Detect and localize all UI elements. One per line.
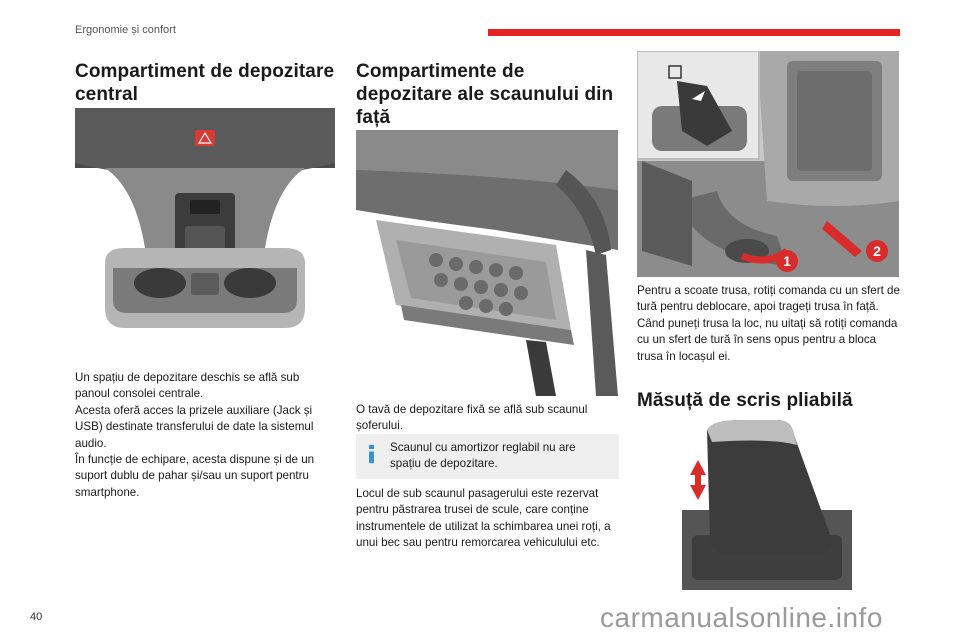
tool-kit-text (637, 283, 902, 365)
info-note (356, 434, 619, 479)
watermark: carmanualsonline.info (600, 602, 883, 633)
central-storage-text (75, 370, 337, 501)
heading-folding-desk: Măsuță de scris pliabilă (637, 390, 853, 411)
callout-2: 2 (873, 243, 881, 259)
section-title: Ergonomie și confort (75, 24, 176, 36)
seat-tray-photo (356, 130, 618, 396)
heading-front-seat-storage: Compartimente de depozitare ale scaunului din față (356, 61, 614, 128)
paragraph: Un spațiu de depozitare deschis se află sub panoul consolei centrale. (75, 371, 300, 401)
tool-kit-photo (637, 51, 899, 277)
paragraph: În funcție de echipare, acesta dispune și de un suport dublu de pahar și/sau un suport pentru smartphone. (75, 453, 315, 499)
paragraph: Pentru a scoate trusa, rotiți comanda cu un sfert de tură pentru deblocare, apoi trageți trusa în față. (637, 284, 900, 314)
info-icon (369, 443, 374, 465)
folding-desk-photo (682, 420, 852, 590)
header-accent-bar (488, 29, 900, 36)
callout-1: 1 (783, 253, 791, 269)
central-console-photo (75, 108, 335, 341)
paragraph: Acesta oferă acces la prizele auxiliare (Jack și USB) destinate transferului de date la sistemul audio. (75, 403, 314, 450)
paragraph: Când puneți trusa la loc, nu uitați să rotiți comanda cu un sfert de tură în sens opus pentru a bloca trusa în locașul ei. (637, 316, 898, 363)
page-number: 40 (30, 611, 43, 623)
passenger-seat-text: Locul de sub scaunul pasagerului este rezervat pentru păstrarea trusei de scule, care conține instrumentele de utilizat la schimbarea unei roți, a unui bec sau pentru remorcarea vehiculului etc. (356, 487, 611, 550)
note-text: Scaunul cu amortizor reglabil nu are spațiu de depozitare. (390, 441, 576, 471)
seat-tray-text: O tavă de depozitare fixă se află sub scaunul șoferului. (356, 403, 588, 433)
heading-central-storage: Compartiment de depozitare central (75, 61, 335, 105)
